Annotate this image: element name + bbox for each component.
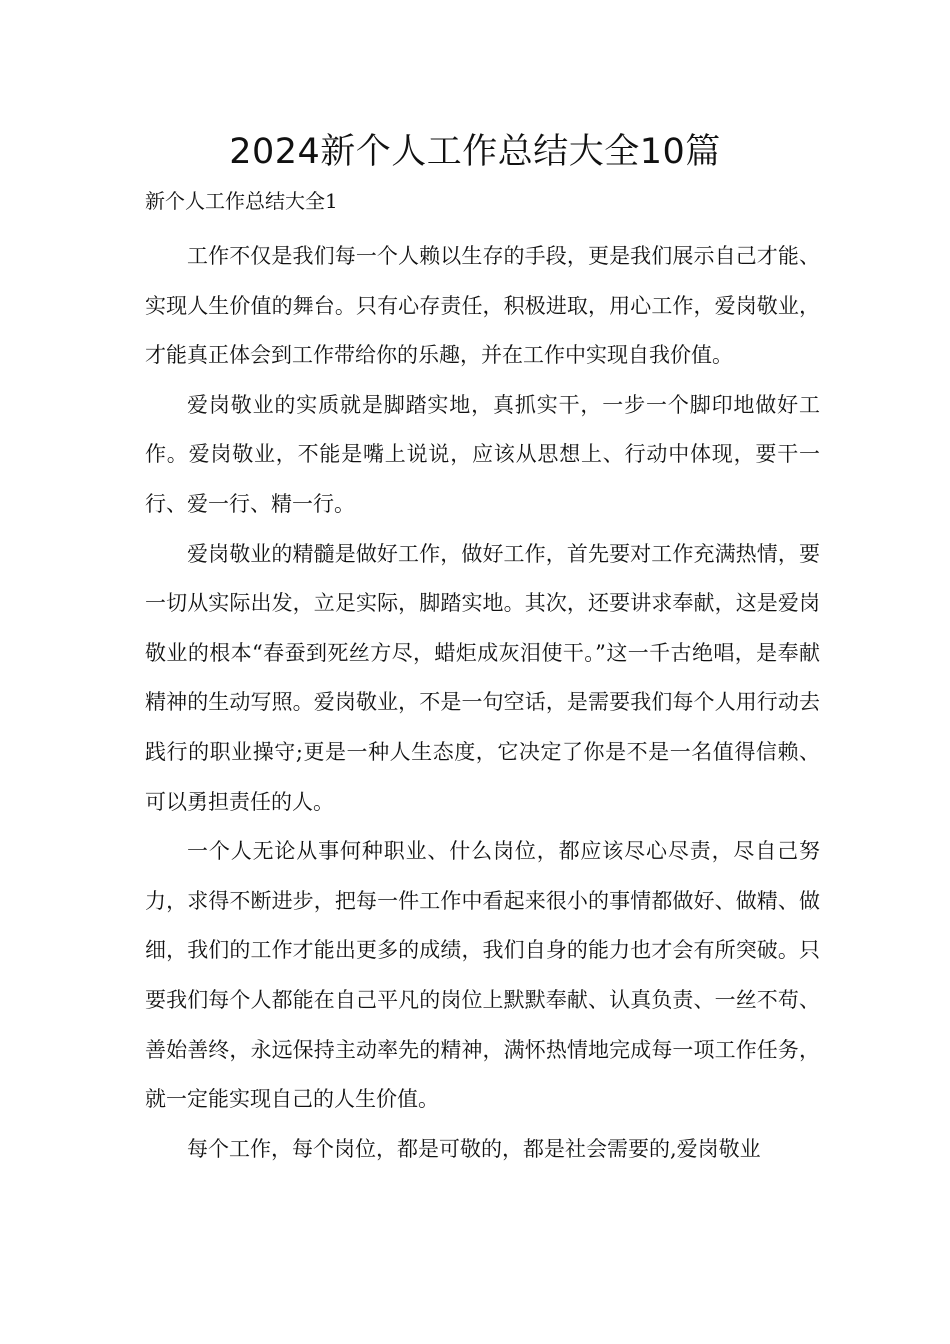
- section-heading: 新个人工作总结大全1: [145, 189, 338, 213]
- document-body: [145, 232, 820, 1174]
- paragraph: 爱岗敬业的实质就是脚踏实地，真抓实干，一步一个脚印地做好工作。爱岗敬业，不能是嘴上说说，应该从思想上、行动中体现，要干一行、爱一行、精一行。: [145, 392, 820, 516]
- paragraph: 一个人无论从事何种职业、什么岗位，都应该尽心尽责，尽自己努力，求得不断进步，把每一件工作中看起来很小的事情都做好、做精、做细，我们的工作才能出更多的成绩，我们自身的能力也才会有所突破。只要我们每个人都能在自己平凡的岗位上默默奉献、认真负责、一丝不苟、善始善终，永远保持主动率先的精神，满怀热情地完成每一项工作任务，就一定能实现自己的人生价值。: [145, 839, 820, 1112]
- paragraph: 爱岗敬业的精髓是做好工作，做好工作，首先要对工作充满热情，要一切从实际出发，立足实际，脚踏实地。其次，还要讲求奉献，这是爱岗敬业的根本“春蚕到死丝方尽，蜡炬成灰泪使干。”这一千古绝唱，是奉献精神的生动写照。爱岗敬业，不是一句空话，是需要我们每个人用行动去践行的职业操守;更是一种人生态度，它决定了你是不是一名值得信赖、可以勇担责任的人。: [145, 541, 820, 814]
- paragraph: 工作不仅是我们每一个人赖以生存的手段，更是我们展示自己才能、实现人生价值的舞台。只有心存责任，积极进取，用心工作，爱岗敬业，才能真正体会到工作带给你的乐趣，并在工作中实现自我价值。: [145, 244, 820, 368]
- paragraph: 每个工作，每个岗位，都是可敬的，都是社会需要的,爱岗敬业: [187, 1136, 761, 1161]
- document-title: 2024新个人工作总结大全10篇: [229, 132, 721, 172]
